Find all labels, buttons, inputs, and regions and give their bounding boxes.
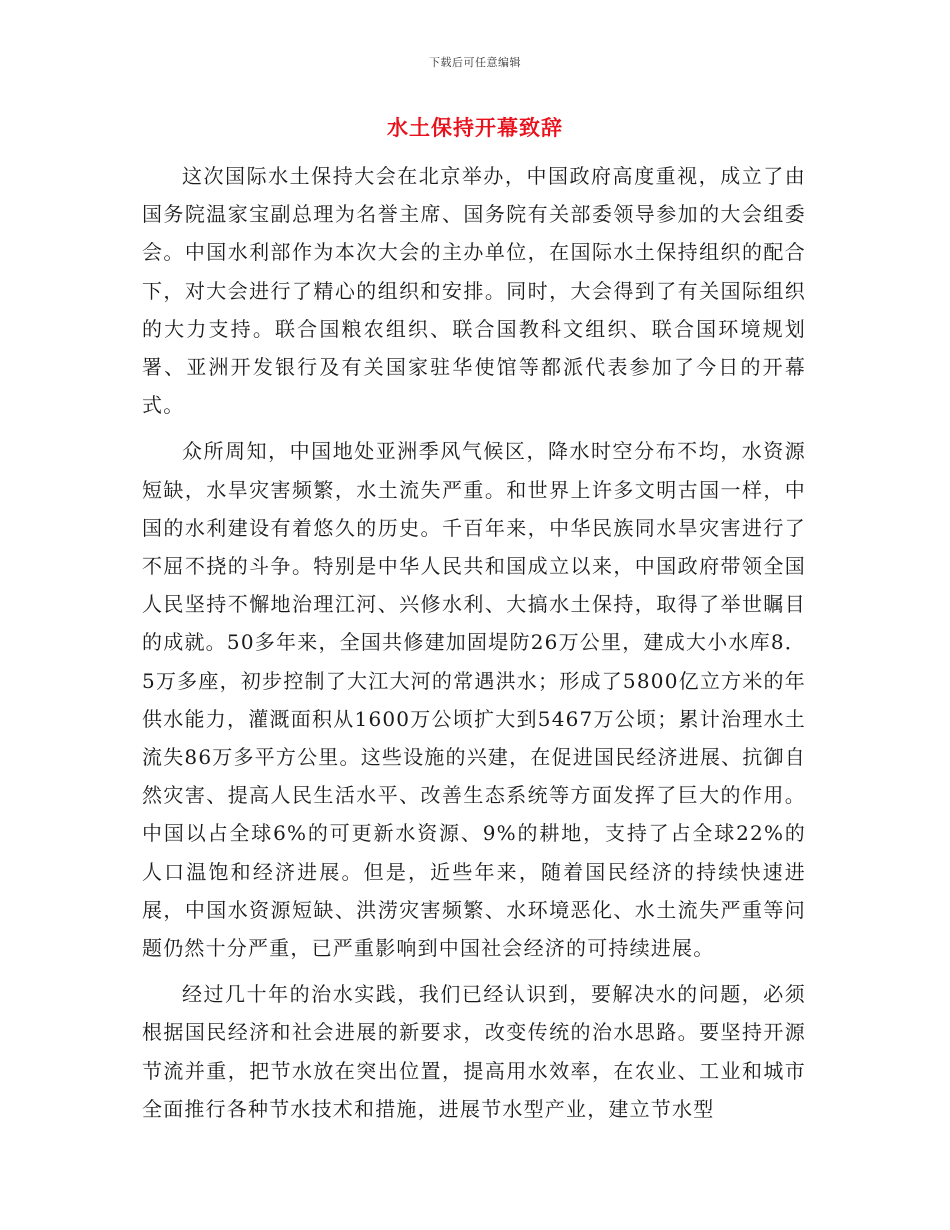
document-title: 水土保持开幕致辞: [387, 115, 563, 140]
paragraph-1: 这次国际水土保持大会在北京举办，中国政府高度重视，成立了由国务院温家宝副总理为名誉主席、国务院有关部委领导参加的大会组委会。中国水利部作为本次大会的主办单位，在国际水土保持组织的配合下，对大会进行了精心的组织和安排。同时，大会得到了有关国际组织的大力支持。联合国粮农组织、联合国教科文组织、联合国环境规划署、亚洲开发银行及有关国家驻华使馆等都派代表参加了今日的开幕式。: [142, 164, 806, 418]
document-body: [142, 157, 806, 1136]
paragraph-2: 众所周知，中国地处亚洲季风气候区，降水时空分布不均，水资源短缺，水旱灾害频繁，水土流失严重。和世界上许多文明古国一样，中国的水利建设有着悠久的历史。千百年来，中华民族同水旱灾害进行了不屈不挠的斗争。特别是中华人民共和国成立以来，中国政府带领全国人民坚持不懈地治理江河、兴修水利、大搞水土保持，取得了举世瞩目的成就。50多年来，全国共修建加固堤防26万公里，建成大小水库8．5万多座，初步控制了大江大河的常遇洪水；形成了5800亿立方米的年供水能力，灌溉面积从1600万公顷扩大到5467万公顷；累计治理水土流失86万多平方公里。这些设施的兴建，在促进国民经济进展、抗御自然灾害、提高人民生活水平、改善生态系统等方面发挥了巨大的作用。中国以占全球6%的可更新水资源、9%的耕地，支持了占全球22%的人口温饱和经济进展。但是，近些年来，随着国民经济的持续快速进展，中国水资源短缺、洪涝灾害频繁、水环境恶化、水土流失严重等问题仍然十分严重，已严重影响到中国社会经济的可持续进展。: [142, 439, 806, 961]
paragraph-3: 经过几十年的治水实践，我们已经认识到，要解决水的问题，必须根据国民经济和社会进展的新要求，改变传统的治水思路。要坚持开源节流并重，把节水放在突出位置，提高用水效率，在农业、工业和城市全面推行各种节水技术和措施，进展节水型产业，建立节水型: [142, 982, 806, 1121]
page-header-note: 下载后可任意编辑: [429, 56, 521, 69]
